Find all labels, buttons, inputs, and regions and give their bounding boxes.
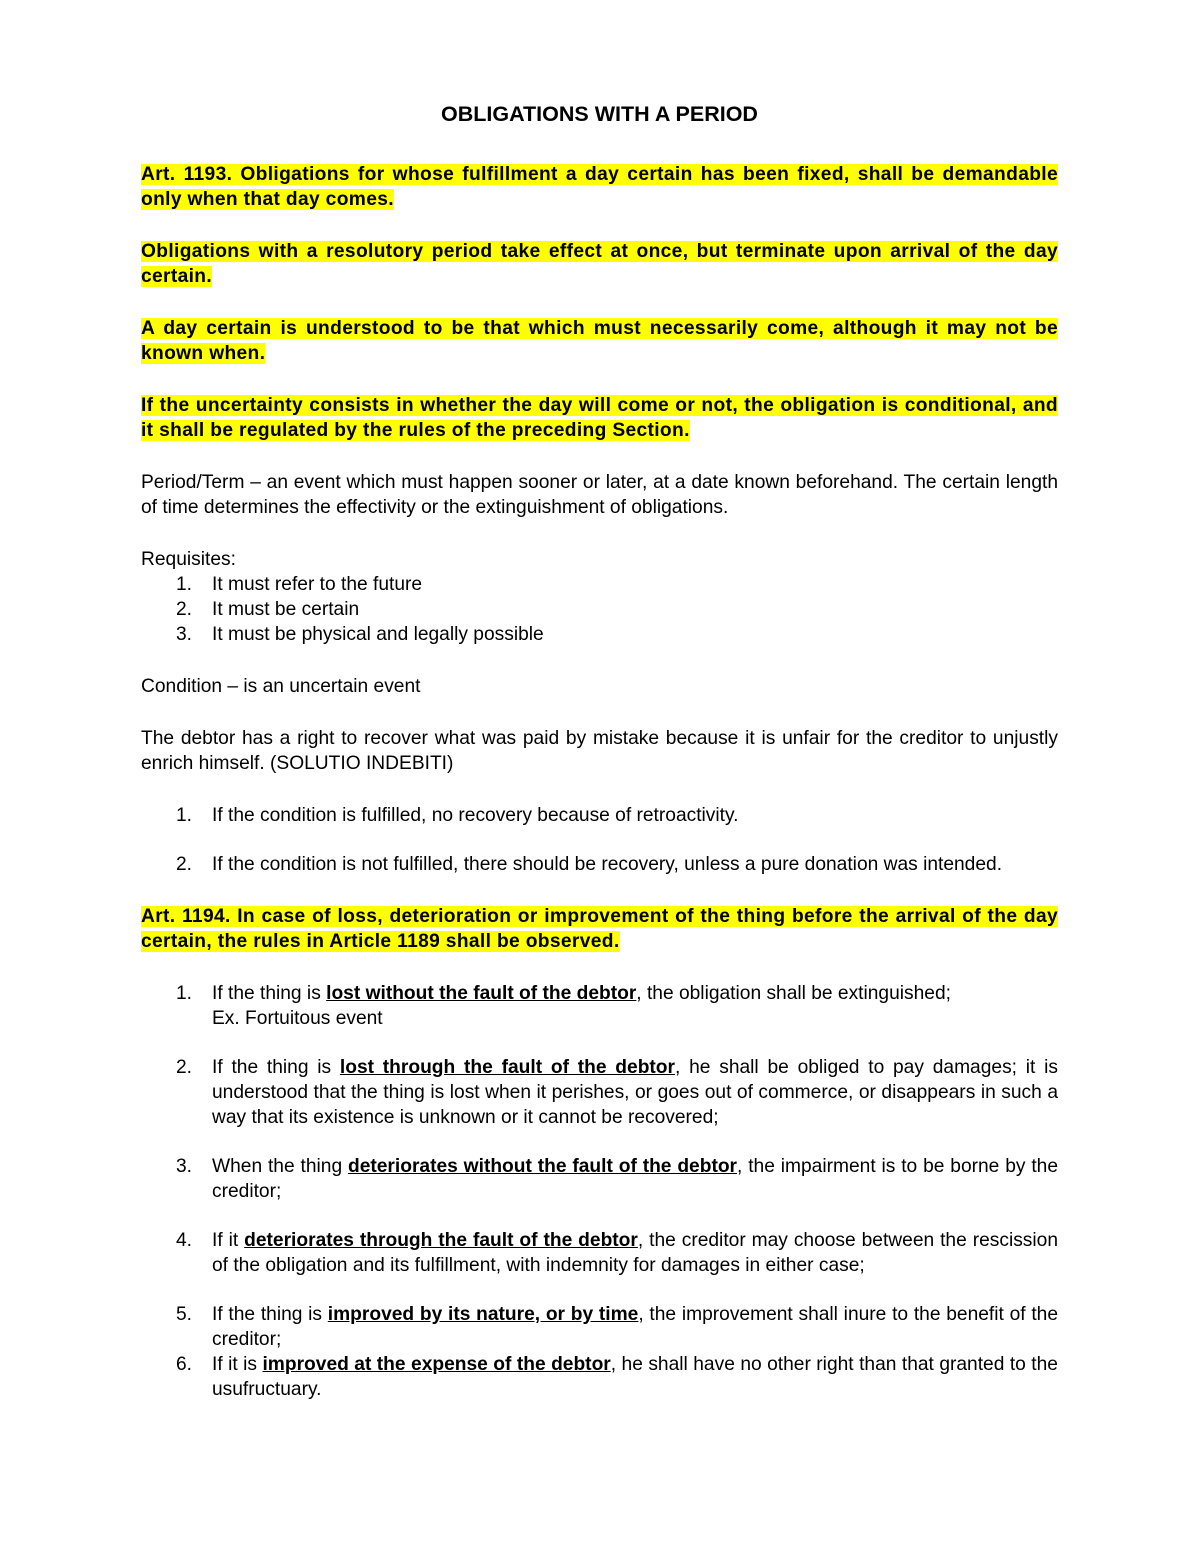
rules-list <box>141 981 1058 1402</box>
list-number: 1. <box>176 805 193 826</box>
list-number: 1. <box>176 574 193 595</box>
rule-emphasis: deteriorates without the fault of the debtor <box>347 1156 738 1177</box>
list-number: 1. <box>176 983 193 1004</box>
list-number: 2. <box>176 854 193 875</box>
list-item-text: If the condition is fulfilled, no recovery because of retroactivity. <box>212 805 739 826</box>
day-certain-paragraph <box>141 316 1058 366</box>
rule-post: , the improvement shall inure to the benefit of the creditor; <box>212 1304 1059 1350</box>
rule-example: Ex. Fortuitous event <box>212 1008 383 1029</box>
condition-definition: Condition – is an uncertain event <box>141 676 421 697</box>
rule-pre: If the thing is <box>212 1304 328 1325</box>
requisites-label: Requisites: <box>141 549 236 570</box>
list-item <box>141 572 1058 597</box>
rule-post: , the impairment is to be borne by the creditor; <box>212 1156 1058 1202</box>
day-certain-text: A day certain is understood to be that which must necessarily come, although it may not be known when. <box>141 318 1058 364</box>
list-number: 3. <box>176 624 193 645</box>
list-number: 2. <box>176 599 193 620</box>
rule-pre: If the thing is <box>212 1057 340 1078</box>
list-item <box>141 1228 1058 1278</box>
recovery-list <box>141 803 1058 877</box>
rule-post: , he shall have no other right than that granted to the usufructuary. <box>212 1354 1058 1400</box>
list-item <box>141 622 1058 647</box>
page-title: OBLIGATIONS WITH A PERIOD <box>441 102 758 126</box>
rule-post: , the obligation shall be extinguished; <box>636 983 951 1004</box>
list-number: 4. <box>176 1230 193 1251</box>
rule-pre: If it <box>212 1230 245 1251</box>
rule-post: , the creditor may choose between the rescission of the obligation and its fulfillment, with indemnity for damages in either case; <box>212 1230 1059 1276</box>
rule-post: , he shall be obliged to pay damages; it is understood that the thing is lost when it perishes, or goes out of commerce, or disappears in such a way that its existence is unknown or it cannot be recovered; <box>212 1057 1058 1128</box>
list-item <box>141 597 1058 622</box>
list-item <box>141 981 1058 1031</box>
rule-emphasis: lost without the fault of the debtor <box>326 983 637 1004</box>
rule-emphasis: improved at the expense of the debtor <box>262 1354 611 1375</box>
list-item <box>141 1352 1058 1402</box>
rule-emphasis: deteriorates through the fault of the debtor <box>244 1230 638 1251</box>
art-1194-text: Art. 1194. In case of loss, deterioration or improvement of the thing before the arrival of the day certain, the rules in Article 1189 shall be observed. <box>141 906 1058 952</box>
list-item <box>141 1154 1058 1204</box>
period-definition: Period/Term – an event which must happen sooner or later, at a date known beforehand. The certain length of time determines the effectivity or the extinguishment of obligations. <box>141 472 1058 518</box>
uncertainty-paragraph <box>141 393 1058 443</box>
requisites-list <box>141 572 1058 647</box>
rule-emphasis: lost through the fault of the debtor <box>339 1057 675 1078</box>
rule-pre: If the thing is <box>212 983 327 1004</box>
list-item <box>141 1302 1058 1352</box>
list-item <box>141 1055 1058 1130</box>
list-item <box>141 852 1058 877</box>
rule-pre: If it is <box>212 1354 263 1375</box>
list-item <box>141 803 1058 828</box>
list-number: 3. <box>176 1156 193 1177</box>
list-number: 2. <box>176 1057 193 1078</box>
list-item-text: It must refer to the future <box>212 574 423 595</box>
list-item-text: It must be physical and legally possible <box>212 624 544 645</box>
resolutory-text: Obligations with a resolutory period take effect at once, but terminate upon arrival of the day certain. <box>141 241 1058 287</box>
uncertainty-text: If the uncertainty consists in whether the day will come or not, the obligation is conditional, and it shall be regulated by the rules of the preceding Section. <box>141 395 1058 441</box>
list-item-text: It must be certain <box>212 599 360 620</box>
art-1193-text: Art. 1193. Obligations for whose fulfillment a day certain has been fixed, shall be demandable only when that day comes. <box>141 164 1058 210</box>
art-1194-paragraph <box>141 904 1058 954</box>
art-1193-paragraph <box>141 162 1058 212</box>
list-number: 5. <box>176 1304 193 1325</box>
rule-emphasis: improved by its nature, or by time <box>327 1304 639 1325</box>
resolutory-paragraph <box>141 239 1058 289</box>
debtor-right-paragraph: The debtor has a right to recover what was paid by mistake because it is unfair for the creditor to unjustly enrich himself. (SOLUTIO INDEBITI) <box>141 728 1058 774</box>
list-number: 6. <box>176 1354 193 1375</box>
document-page <box>141 100 1058 1402</box>
rule-pre: When the thing <box>212 1156 348 1177</box>
list-item-text: If the condition is not fulfilled, there should be recovery, unless a pure donation was intended. <box>212 854 1003 875</box>
